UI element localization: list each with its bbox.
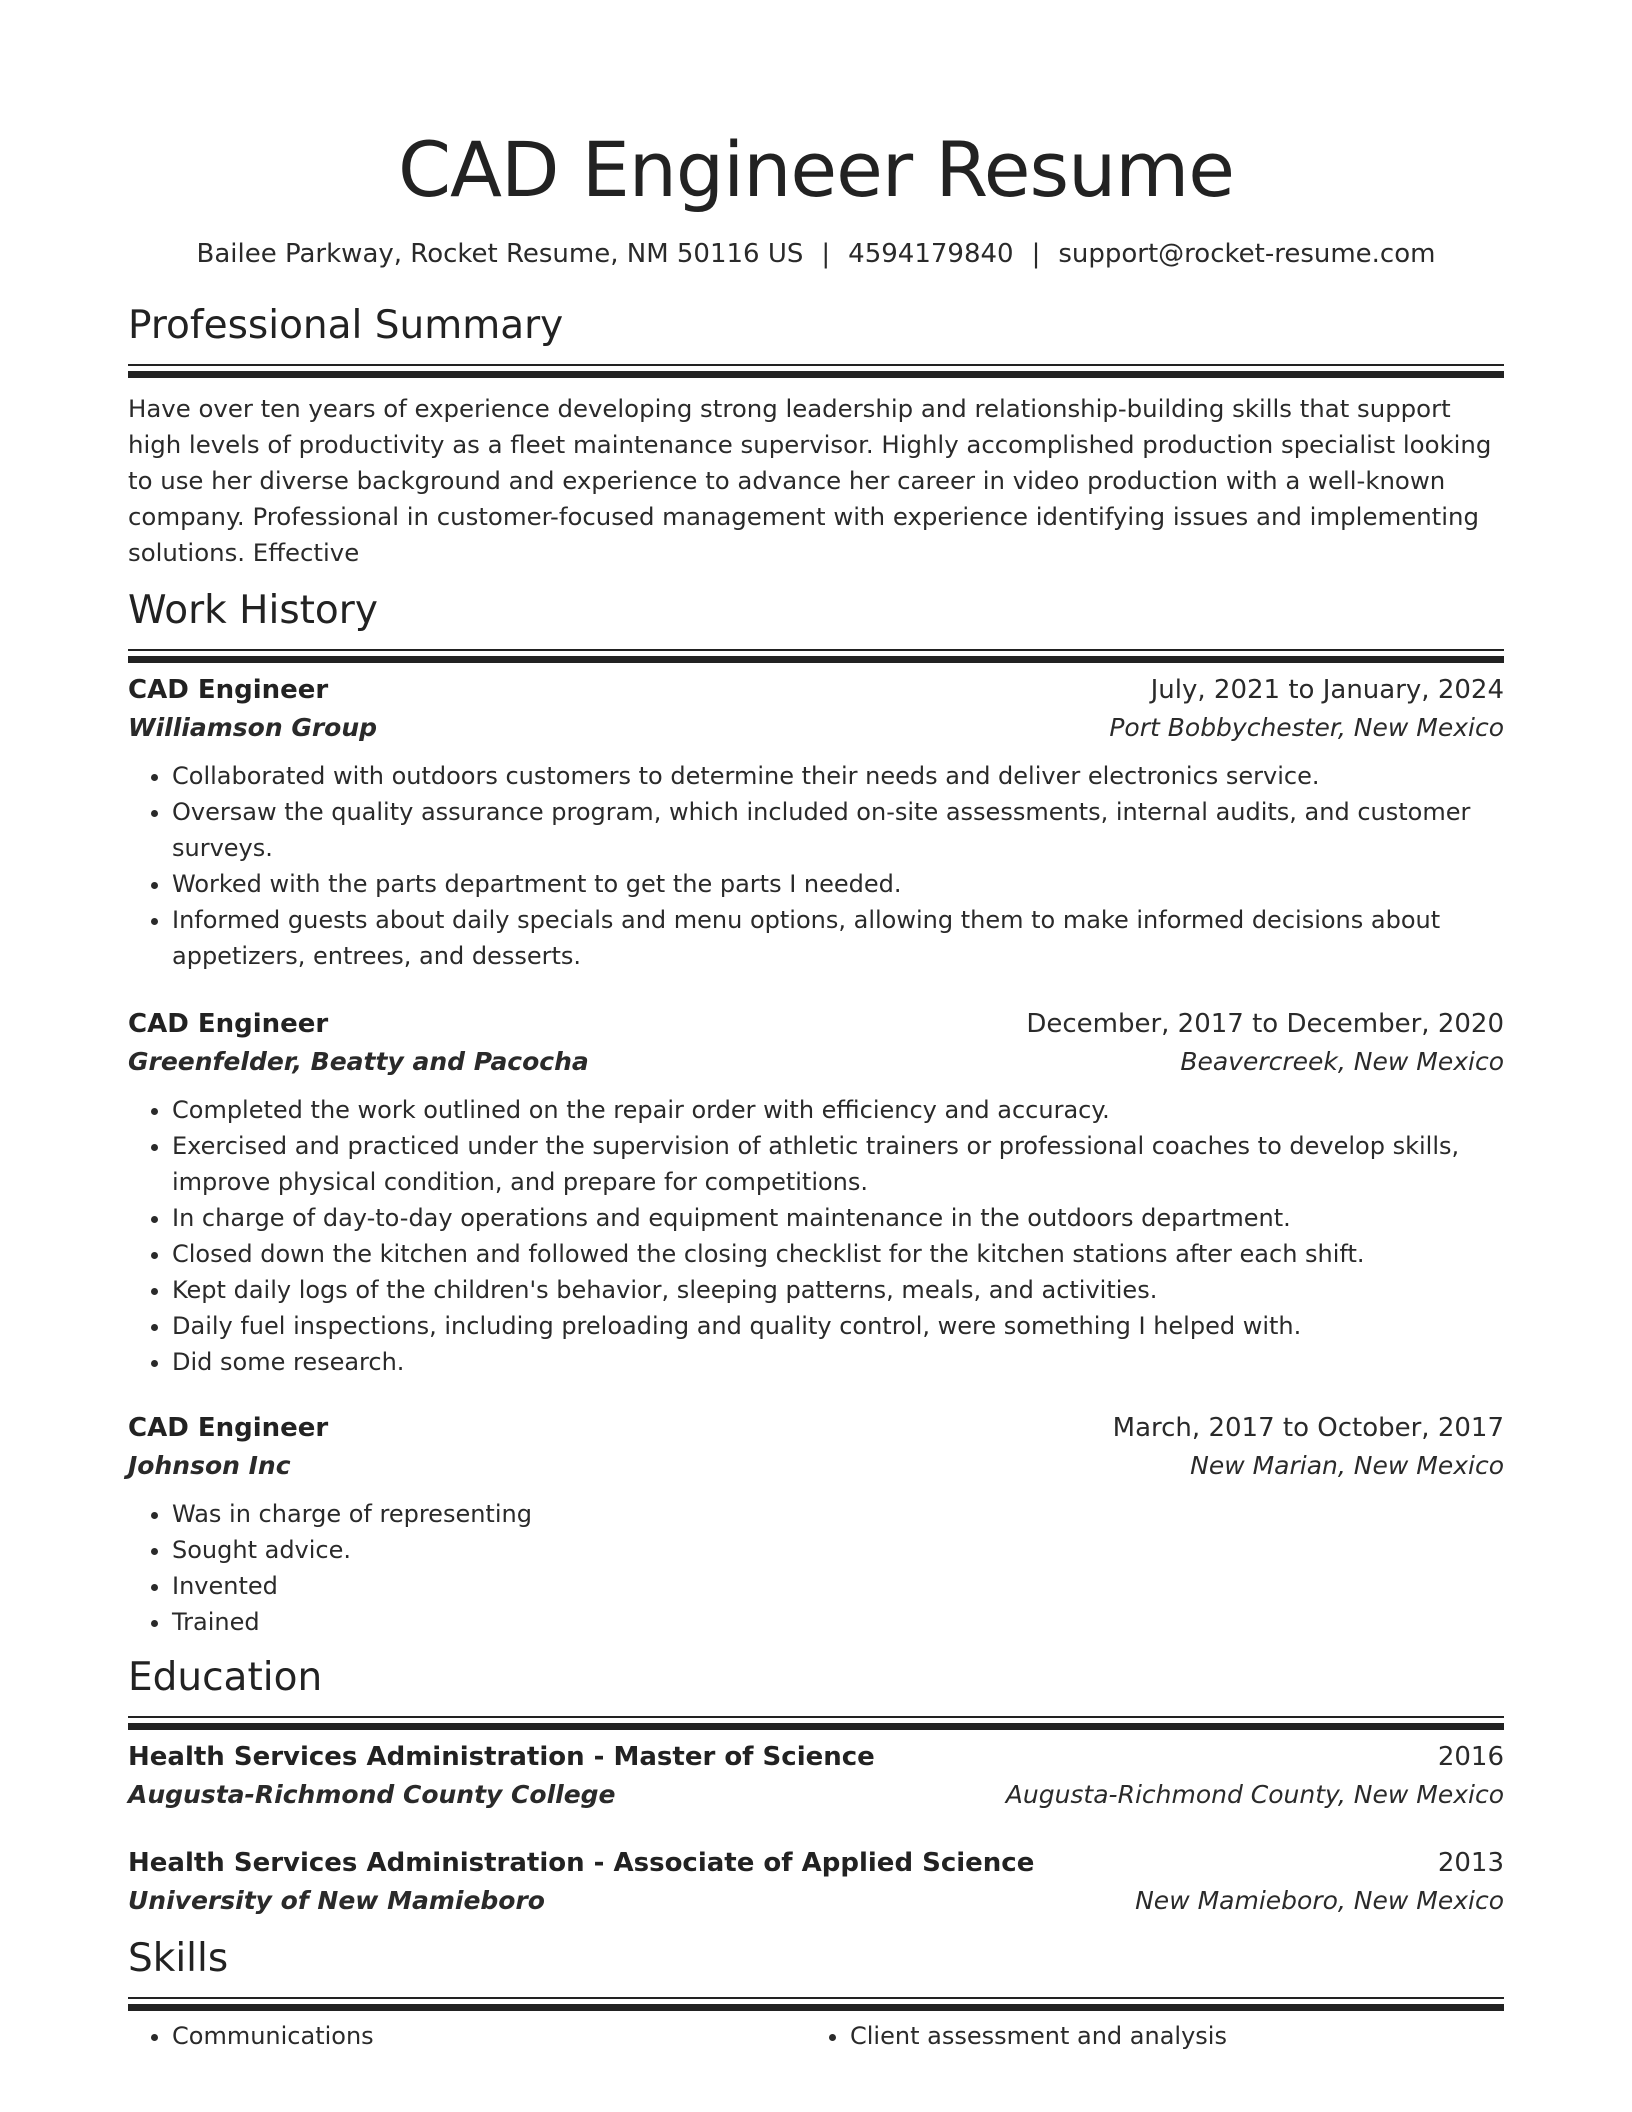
job-bullet: • Informed guests about daily specials and menu options, allowing them to make informed decisions about appetizers, entrees, and desserts.	[172, 902, 1504, 974]
job-location: Beavercreek, New Mexico	[1180, 1047, 1504, 1076]
education-section	[128, 1654, 1504, 1921]
job-title: CAD Engineer	[128, 675, 329, 705]
job-dates: July, 2021 to January, 2024	[1150, 675, 1504, 705]
contact-email[interactable]: support@rocket-resume.com	[1058, 239, 1436, 269]
resume-title: CAD Engineer Resume	[397, 125, 1235, 214]
job-bullet: • Was in charge of representing	[172, 1496, 1504, 1532]
section-heading-education: Education	[128, 1655, 323, 1700]
contact-address: Bailee Parkway, Rocket Resume, NM 50116 US	[196, 239, 804, 269]
job-bullets	[128, 758, 1504, 974]
education-header-row	[128, 1739, 1504, 1775]
job-bullet: • Collaborated with outdoors customers to determine their needs and deliver electronics service.	[172, 758, 1504, 794]
job-dates: December, 2017 to December, 2020	[1026, 1009, 1504, 1039]
education-entry	[128, 1739, 1504, 1815]
skills-column-left	[128, 2018, 806, 2054]
job-bullets	[128, 1092, 1504, 1380]
job-bullet: • Completed the work outlined on the repair order with efficiency and accuracy.	[172, 1092, 1504, 1128]
contact-line	[128, 236, 1504, 272]
job-title: CAD Engineer	[128, 1009, 329, 1039]
work-history-section	[128, 587, 1504, 1640]
skill-item: • Communications	[172, 2018, 806, 2054]
summary-section	[128, 302, 1504, 571]
education-school-row	[128, 1775, 1504, 1815]
job-bullet: • Daily fuel inspections, including preloading and quality control, were something I helped with.	[172, 1308, 1504, 1344]
job-company-row	[128, 1042, 1504, 1082]
job-bullet: • Did some research.	[172, 1344, 1504, 1380]
contact-separator: |	[821, 239, 831, 269]
job-company-row	[128, 708, 1504, 748]
job-entry	[128, 1006, 1504, 1380]
contact-separator: |	[1031, 239, 1041, 269]
education-header-row	[128, 1845, 1504, 1881]
job-bullet: • Worked with the parts department to get the parts I needed.	[172, 866, 1504, 902]
resume-page	[128, 0, 1504, 2054]
section-divider	[128, 364, 1504, 371]
section-heading-summary: Professional Summary	[128, 303, 564, 348]
education-school-row	[128, 1881, 1504, 1921]
job-bullet: • Kept daily logs of the children's behavior, sleeping patterns, meals, and activities.	[172, 1272, 1504, 1308]
job-company: Johnson Inc	[128, 1451, 291, 1480]
education-location: Augusta-Richmond County, New Mexico	[1005, 1780, 1504, 1809]
job-location: Port Bobbychester, New Mexico	[1109, 713, 1504, 742]
job-dates: March, 2017 to October, 2017	[1112, 1413, 1504, 1443]
job-company: Greenfelder, Beatty and Pacocha	[128, 1047, 589, 1076]
education-location: New Mamieboro, New Mexico	[1135, 1886, 1504, 1915]
job-header-row	[128, 1006, 1504, 1042]
job-bullet: • Exercised and practiced under the supervision of athletic trainers or professional coaches to develop skills, improve physical condition, and prepare for competitions.	[172, 1128, 1504, 1200]
job-header-row	[128, 672, 1504, 708]
skill-item: • Client assessment and analysis	[850, 2018, 1484, 2054]
education-degree: Health Services Administration - Associate of Applied Science	[128, 1848, 1035, 1878]
job-bullet: • Sought advice.	[172, 1532, 1504, 1568]
job-bullet: • Invented	[172, 1568, 1504, 1604]
section-divider	[128, 1997, 1504, 2004]
education-entry	[128, 1845, 1504, 1921]
education-school: Augusta-Richmond County College	[128, 1780, 616, 1809]
skills-column-right	[806, 2018, 1484, 2054]
education-year: 2016	[1437, 1742, 1504, 1772]
skills-section	[128, 1935, 1504, 2054]
education-school: University of New Mamieboro	[128, 1886, 545, 1915]
job-entry	[128, 1410, 1504, 1640]
job-bullet: • Closed down the kitchen and followed the closing checklist for the kitchen stations after each shift.	[172, 1236, 1504, 1272]
education-degree: Health Services Administration - Master of Science	[128, 1742, 875, 1772]
job-location: New Marian, New Mexico	[1190, 1451, 1504, 1480]
job-company-row	[128, 1446, 1504, 1486]
job-bullet: • In charge of day-to-day operations and equipment maintenance in the outdoors department.	[172, 1200, 1504, 1236]
section-heading-work-history: Work History	[128, 588, 378, 633]
contact-phone: 4594179840	[848, 239, 1014, 269]
section-divider	[128, 649, 1504, 656]
job-bullets	[128, 1496, 1504, 1640]
job-title: CAD Engineer	[128, 1413, 329, 1443]
job-bullet: • Oversaw the quality assurance program, which included on-site assessments, internal audits, and customer surveys.	[172, 794, 1504, 866]
section-heading-skills: Skills	[128, 1936, 229, 1981]
job-header-row	[128, 1410, 1504, 1446]
education-year: 2013	[1437, 1848, 1504, 1878]
skills-columns	[128, 2018, 1504, 2054]
job-company: Williamson Group	[128, 713, 378, 742]
section-divider	[128, 1716, 1504, 1723]
job-bullet: • Trained	[172, 1604, 1504, 1640]
summary-text: Have over ten years of experience developing strong leadership and relationship-building skills that support high levels of productivity as a fleet maintenance supervisor. Highly accomplished production specialist looking to use her diverse background and experience to advance her career in video production with a well-known company. Professional in customer-focused management with experience identifying issues and implementing solutions. Effective	[128, 394, 1492, 567]
job-entry	[128, 672, 1504, 974]
